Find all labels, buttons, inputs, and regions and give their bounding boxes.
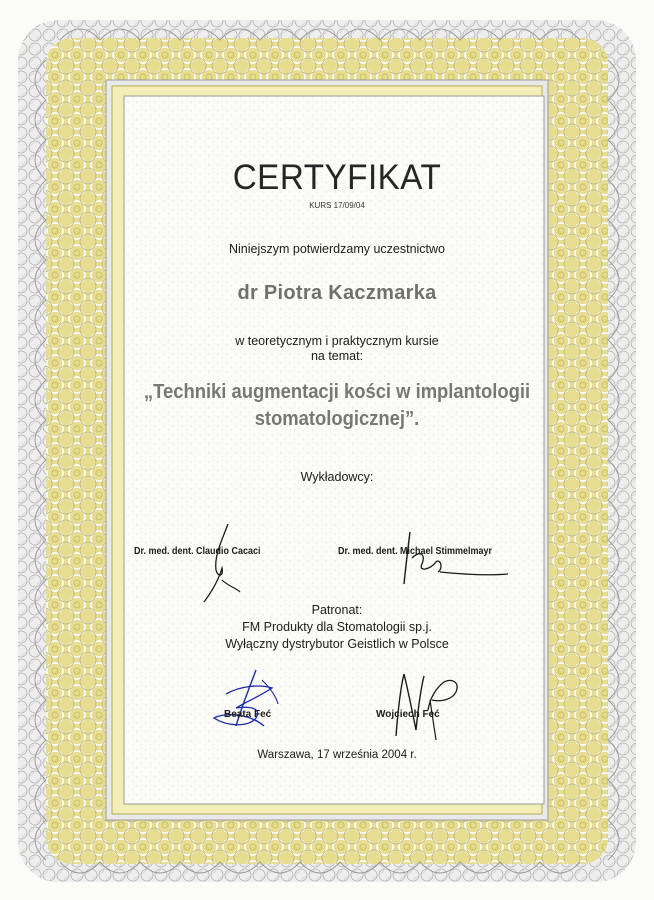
course-topic-line-1: „Techniki augmentacji kości w implantologii [143, 381, 531, 403]
certificate-body [130, 100, 544, 802]
course-code: KURS 17/09/04 [309, 201, 365, 210]
signatory-2-name: Wojciech Feć [376, 709, 440, 720]
place-and-date: Warszawa, 17 września 2004 r. [257, 749, 417, 761]
patron-role: Wyłączny dystrybutor Geistlich w Polsce [225, 637, 449, 651]
lecturer-2-signature [400, 528, 520, 592]
signatory-1-name: Beata Feć [224, 709, 272, 720]
lecturers-label: Wykładowcy: [300, 470, 374, 484]
lecturer-1-name: Dr. med. dent. Claudio Cacaci [134, 546, 261, 557]
patronage-label: Patronat: [311, 603, 363, 617]
lecturer-2-name: Dr. med. dent. Michael Stimmelmayr [338, 546, 493, 557]
participant-name: dr Piotra Kaczmarka [237, 282, 437, 304]
course-description-line-2: na temat: [310, 349, 364, 363]
signatory-1-signature [206, 666, 296, 744]
certificate-title: CERTYFIKAT [232, 158, 442, 197]
signatory-2-signature [386, 670, 476, 744]
course-description-line-1: w teoretycznym i praktycznym kursie [235, 334, 439, 348]
course-topic-line-2: stomatologicznej”. [254, 408, 420, 430]
lecturer-1-signature [188, 520, 268, 606]
patron-company: FM Produkty dla Stomatologii sp.j. [242, 620, 432, 634]
confirmation-text: Niniejszym potwierdzamy uczestnictwo [228, 242, 446, 256]
